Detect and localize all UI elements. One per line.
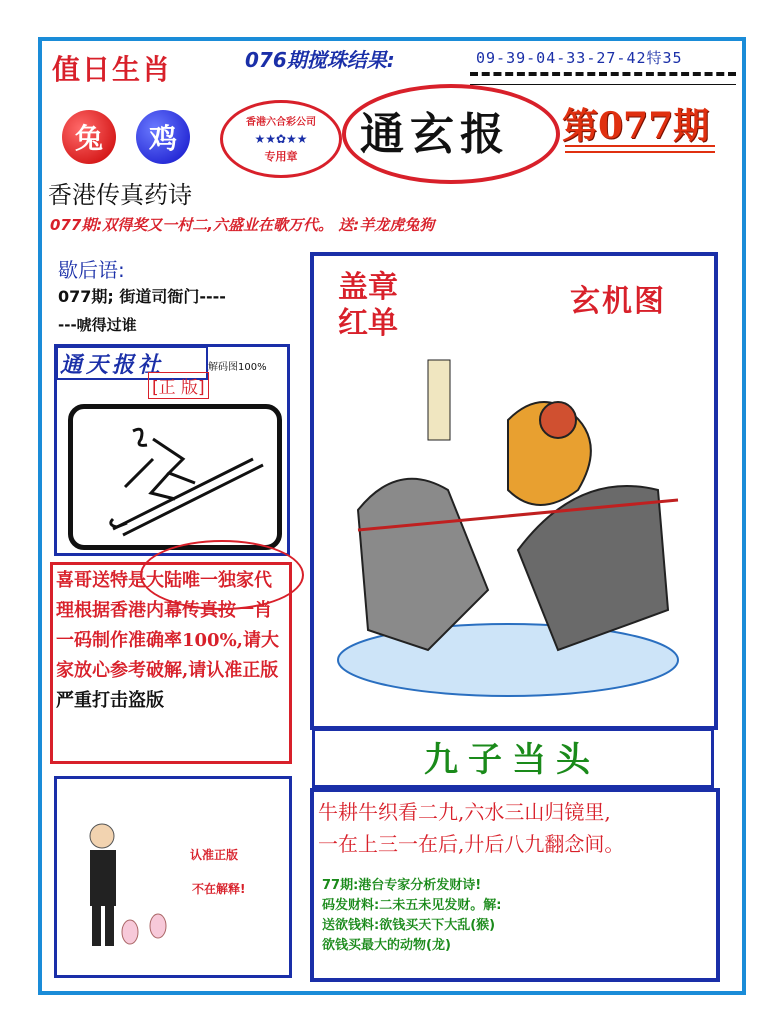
issue-underline [565,145,715,147]
xiehou-line1: 077期; 街道司衙门---- [58,287,226,306]
poem-line1: 牛耕牛织看二九,六水三山归镜里, [318,800,611,824]
company-seal [220,100,342,178]
gaizhang-line1: 盖章 [338,270,398,305]
zodiac-badge-rabbit: 兔 [62,110,116,164]
divider-line [470,84,736,85]
cartoon-note-line1: 认准正版 [190,848,239,862]
analysis-line1: 77期:港台专家分析发财诗! [322,878,482,893]
seal-stars: ★★✿★★ [254,132,308,146]
poem-line2: 一在上三一在后,廾后八九翻念间。 [318,832,625,856]
cartoon-note-line2: 不在解释! [192,882,246,896]
brand-title: 通玄报 [360,109,510,160]
monkey-horse-illustration [318,330,702,714]
skier-icon [68,404,282,550]
xiehou-line2: ---唬得过谁 [58,316,137,334]
cartoon-figure [80,814,190,958]
xiehou-title: 歇后语: [58,258,125,282]
issue-underline-2 [565,151,715,153]
zhengban-label: [正 版] [148,372,209,399]
analysis-line4: 欲钱买最大的动物(龙) [322,938,451,953]
notice-text [56,566,286,716]
gaizhang-line2: 红单 [338,306,398,341]
hk-poem-text: 077期:双得奖又一村二,六盛业在歌万代。 送:羊龙虎兔狗 [50,216,435,234]
divider-dashed [470,72,736,76]
tongtian-decode-label: 解码图100% [208,362,267,373]
hk-poem-title: 香港传真药诗 [48,181,192,209]
xuanji-title: 玄机图 [570,284,666,319]
seal-line1: 香港六合彩公司 [246,117,316,128]
result-numbers: 09-39-04-33-27-42特35 [476,49,683,67]
notice-text-red: 喜哥送特是大陆唯一独家代理根据香港内幕传真按一肖一码制作准确率100%,请大家放心参考破解,请认准正版 [56,570,279,681]
tongtian-title: 通天报社 [60,352,165,378]
headline: 九子当头 [424,740,600,780]
issue-number: 第077期 [562,105,710,147]
analysis-line3: 送欲钱料:欲钱买天下大乱(猴) [322,918,496,933]
zhiri-title: 值日生肖 [52,53,173,86]
result-label: 076期搅珠结果: [245,48,395,72]
seal-line2: 专用章 [264,150,298,163]
notice-text-black: 严重打击盗版 [56,690,164,711]
zodiac-badge-rooster: 鸡 [136,110,190,164]
analysis-line2: 码发财料:二未五未见发财。解: [322,898,502,913]
